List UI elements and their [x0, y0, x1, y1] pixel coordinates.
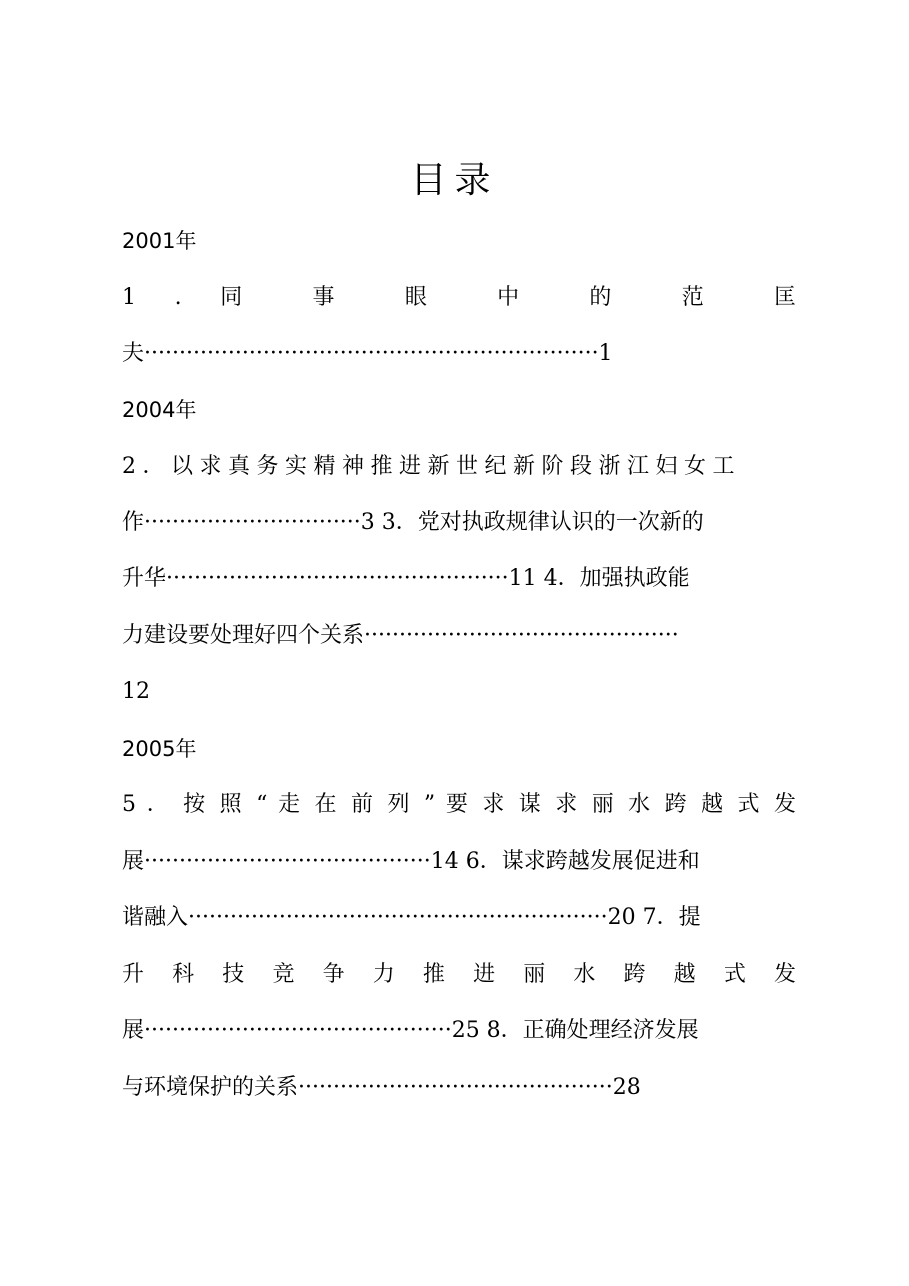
page-title: 目录: [410, 160, 499, 201]
toc-page-number: 12: [122, 679, 150, 704]
toc-line: 5 ． 按 照 “ 走 在 前 列 ” 要 求 谋 求 丽 水 跨 越 式 发: [122, 792, 796, 817]
year-heading-2001: 2001年: [122, 229, 197, 253]
toc-line: 升 科 技 竞 争 力 推 进 丽 水 跨 越 式 发: [122, 962, 796, 987]
toc-line: 夫·································································1: [122, 341, 613, 366]
year-heading-2005: 2005年: [122, 737, 197, 761]
toc-line: 谐融入····························································20 7．提: [122, 905, 701, 930]
toc-line: 升华·················································11 4．加强执政能: [122, 566, 690, 591]
toc-line: 2．以求真务实精神推进新世纪新阶段浙江妇女工: [122, 454, 741, 479]
toc-line: 展·········································14 6．谋求跨越发展促进和: [122, 849, 700, 874]
toc-line: 作·······························3 3．党对执政规律认识的一次新的: [122, 510, 704, 535]
year-heading-2004: 2004年: [122, 398, 197, 422]
toc-line: 1 . 同 事 眼 中 的 范 匡: [122, 285, 796, 310]
toc-line: 与环境保护的关系·············································28: [122, 1075, 641, 1100]
toc-line: 展············································25 8．正确处理经济发展: [122, 1018, 699, 1043]
toc-line: 力建设要处理好四个关系·············································: [122, 623, 679, 648]
